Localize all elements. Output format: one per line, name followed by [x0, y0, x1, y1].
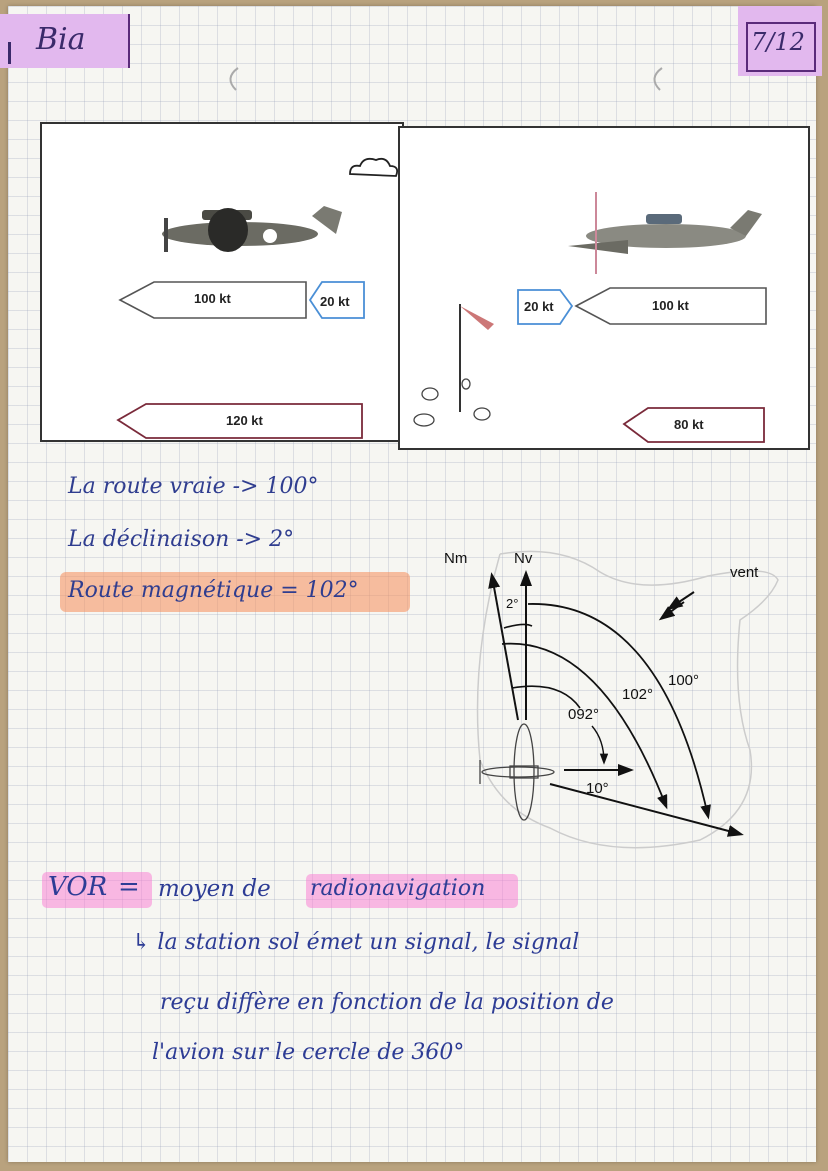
left-wind-label: 20 kt	[320, 294, 350, 309]
vor-line2: reçu diffère en fonction de la position de	[160, 990, 614, 1015]
subject-label: Bia	[36, 22, 86, 57]
heading-diagram	[440, 540, 800, 860]
vent-label: vent	[730, 564, 759, 581]
vor-equals: =	[118, 872, 140, 902]
deg100-label: 100°	[668, 672, 700, 689]
ring-marks	[0, 0, 828, 120]
left-groundspeed-label: 120 kt	[226, 413, 263, 428]
left-panel	[40, 122, 404, 442]
deg2-label: 2°	[506, 596, 519, 611]
true-route-line: La route vraie -> 100°	[68, 474, 319, 499]
fighter-plane-icon	[568, 192, 762, 274]
vor-title: VOR	[48, 872, 108, 902]
diagram-art	[440, 540, 800, 860]
sheep-icons	[414, 379, 490, 426]
vor-radionav: radionavigation	[310, 876, 486, 901]
left-panel-art	[42, 124, 402, 440]
nv-label: Nv	[514, 550, 533, 567]
magnetic-route-line: Route magnétique = 102°	[68, 578, 359, 603]
biplane-icon	[162, 206, 342, 252]
cloud-icon	[350, 159, 397, 176]
page-number: 7/12	[751, 28, 805, 56]
plane-topview-icon	[480, 724, 554, 820]
wind-arrow	[670, 592, 694, 608]
right-panel-art	[400, 128, 808, 448]
left-airspeed-label: 100 kt	[194, 291, 231, 306]
vor-line3: l'avion sur le cercle de 360°	[152, 1040, 465, 1065]
right-wind-label: 20 kt	[524, 299, 554, 314]
declination-line: La déclinaison -> 2°	[68, 527, 295, 552]
right-airspeed-label: 100 kt	[652, 298, 689, 313]
right-groundspeed-label: 80 kt	[674, 417, 704, 432]
heading-102-arrow	[550, 784, 740, 834]
vor-moyen: moyen de	[158, 876, 271, 902]
deg092-label: 092°	[568, 706, 600, 723]
deg102-label: 102°	[622, 686, 654, 703]
nm-label: Nm	[444, 550, 468, 567]
deg10-label: 10°	[586, 780, 609, 797]
windsock-icon	[460, 304, 494, 412]
vor-line1: ↳ la station sol émet un signal, le signal	[132, 930, 580, 955]
right-panel	[398, 126, 810, 450]
